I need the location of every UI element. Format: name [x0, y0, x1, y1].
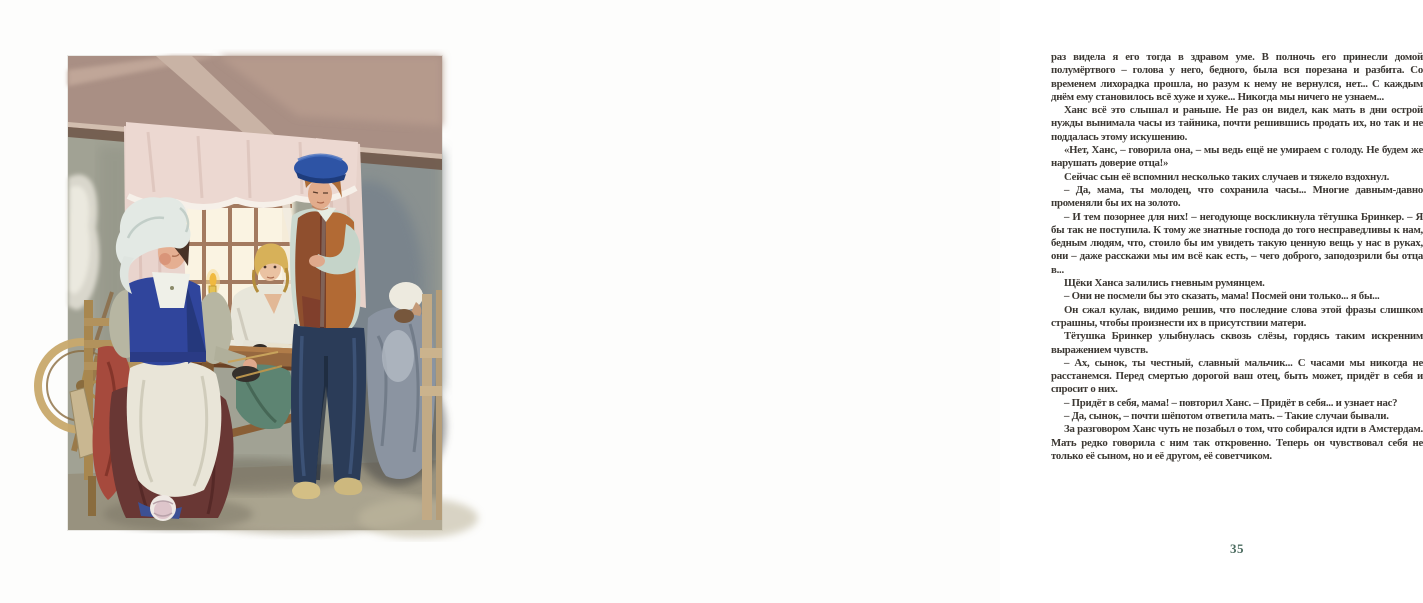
paragraph: «Нет, Ханс, – говорила она, – мы ведь ещё не умираем с голоду. Не будем же нарушать доверие отца!» — [1051, 144, 1423, 170]
paragraph: За разговором Ханс чуть не позабыл о том, что собирался идти в Амстердам. Мать редко говорила с ним так откровенно. Теперь он чувствовал себя не только её сыном, но и её другом, её советчиком. — [1051, 423, 1423, 462]
paragraph: – Они не посмели бы это сказать, мама! Посмей они только... я бы... — [1064, 290, 1380, 303]
paragraph: – Да, сынок, – почти шёпотом ответила мать. – Такие случаи бывали. — [1064, 410, 1389, 423]
right-page — [500, 0, 1423, 603]
text-column — [1051, 51, 1423, 463]
paragraph: Ханс всё это слышал и раньше. Не раз он видел, как мать в дни острой нужды вынимала часы из тайника, почти решившись продать их, но так и не поддалась этому искушению. — [1051, 104, 1423, 143]
paragraph: – И тем позорнее для них! – негодующе воскликнула тётушка Бринкер. – Я бы так не поступила. К тому же знатные господа до того несправедливы к нам, бедным людям, что, стоило бы им увидеть такую ценную вещь у нас в руках, они – даже расскажи мы им всё как есть, – чего доброго, заподозрили бы отца в... — [1051, 210, 1423, 276]
paragraph: Он сжал кулак, видимо решив, что последние слова этой фразы слишком страшны, чтобы произнести их в присутствии матери. — [1051, 303, 1423, 329]
paragraph: – Ах, сынок, ты честный, славный мальчик... С часами мы никогда не расстанемся. Перед смертью дорогой ваш отец, быть может, придёт в себя и спросит о них. — [1051, 356, 1423, 396]
left-page — [0, 0, 500, 603]
paragraph: – Да, мама, ты молодец, что сохранила часы... Многие давным-давно променяли бы их на золото. — [1051, 183, 1423, 210]
book-illustration — [68, 56, 442, 530]
paragraph: раз видела я его тогда в здравом уме. В полночь его принесли домой полумёртвого – голова у него, бедного, была вся порезана и разбита. Со временем лихорадка прошла, но разум к нему не вернулся, нет... С каждым днём ему становилось всё хуже и хуже... Никогда мы ничего не узнаем... — [1051, 51, 1423, 103]
paragraph: Тётушка Бринкер улыбнулась сквозь слёзы, гордясь таким искренним выражением чувств. — [1051, 330, 1423, 356]
paragraph: Щёки Ханса залились гневным румянцем. — [1064, 277, 1265, 290]
page-number: 35 — [1230, 541, 1244, 556]
paragraph: Сейчас сын её вспомнил несколько таких случаев и тяжело вздохнул. — [1064, 170, 1390, 183]
paragraph: – Придёт в себя, мама! – повторил Ханс. – Придёт в себя... и узнает нас? — [1064, 396, 1398, 409]
illustration-frame — [68, 56, 442, 530]
yarn-ball — [150, 495, 176, 521]
